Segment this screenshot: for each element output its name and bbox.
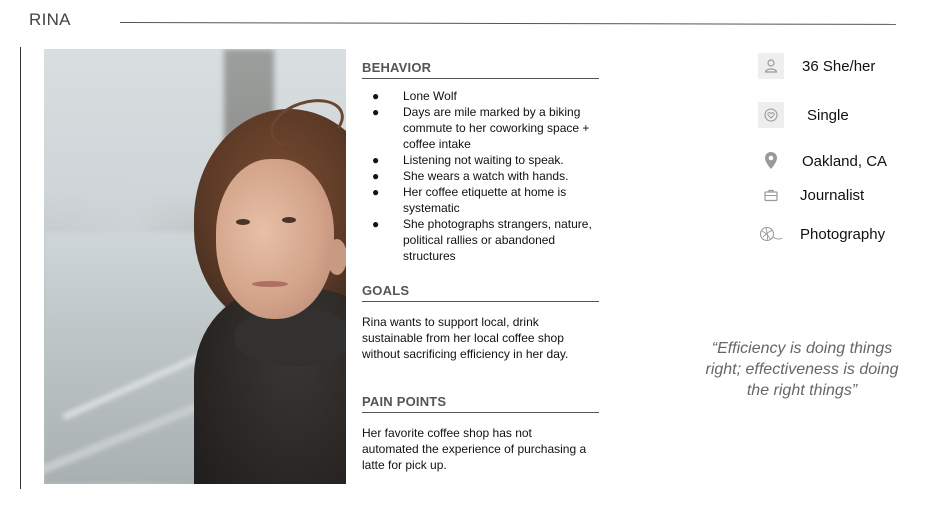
age-pronouns-label: 36 She/her: [802, 57, 876, 75]
title-divider: [120, 22, 896, 25]
list-item-text: She photographs strangers, nature, political rallies or abandoned structures: [403, 217, 592, 263]
photo-eye-right: [282, 217, 296, 223]
photo-eye-left: [236, 219, 250, 225]
left-border-line: [20, 47, 21, 489]
persona-photo: [44, 49, 346, 484]
hobby-label: Photography: [800, 225, 886, 243]
list-item: [362, 104, 599, 152]
goals-heading: GOALS: [362, 283, 599, 302]
photo-face: [216, 159, 334, 319]
list-item: [362, 88, 599, 104]
bullet-icon: ●: [372, 153, 380, 167]
briefcase-icon: [758, 182, 784, 208]
bullet-icon: ●: [372, 185, 380, 199]
list-item-text: Days are mile marked by a biking commute to her coworking space + coffee intake: [403, 105, 590, 151]
occupation-label: Journalist: [800, 186, 865, 204]
pain-points-heading: PAIN POINTS: [362, 394, 599, 413]
list-item-text: Her coffee etiquette at home is systematic: [403, 185, 567, 215]
goals-text: Rina wants to support local, drink sustainable from her local coffee shop without sacrificing efficiency in her day.: [362, 315, 569, 361]
attribute-age-pronouns: [758, 53, 875, 79]
list-item-text: She wears a watch with hands.: [403, 169, 569, 183]
persona-quote: “Efficiency is doing things right; effectiveness is doing the right things”: [705, 340, 899, 399]
person-icon: [758, 53, 784, 79]
yarn-ball-icon: [758, 221, 784, 247]
heart-icon: [758, 102, 784, 128]
bullet-icon: ●: [372, 217, 380, 231]
attribute-relationship: [758, 102, 849, 128]
location-pin-icon: [758, 148, 784, 174]
location-label: Oakland, CA: [802, 152, 888, 170]
attribute-occupation: [758, 182, 864, 208]
list-item: [362, 184, 599, 216]
list-item: [362, 152, 599, 168]
behavior-list: [362, 88, 599, 264]
bullet-icon: ●: [372, 105, 380, 119]
relationship-label: Single: [807, 106, 849, 124]
behavior-section: [362, 60, 599, 264]
goals-section: [362, 283, 599, 362]
list-item: [362, 216, 599, 264]
list-item: [362, 168, 599, 184]
bullet-icon: ●: [372, 169, 380, 183]
photo-ear: [327, 239, 346, 275]
list-item-text: Listening not waiting to speak.: [403, 153, 564, 167]
behavior-heading: BEHAVIOR: [362, 60, 599, 79]
bullet-icon: ●: [372, 89, 380, 103]
attribute-location: [758, 148, 887, 174]
pain-points-section: [362, 394, 599, 473]
persona-name: RINA: [29, 10, 71, 29]
photo-mouth: [252, 281, 288, 287]
list-item-text: Lone Wolf: [403, 89, 457, 103]
pain-points-text: Her favorite coffee shop has not automated the experience of purchasing a latte for pick up.: [362, 426, 587, 472]
attribute-hobby: [758, 221, 885, 247]
